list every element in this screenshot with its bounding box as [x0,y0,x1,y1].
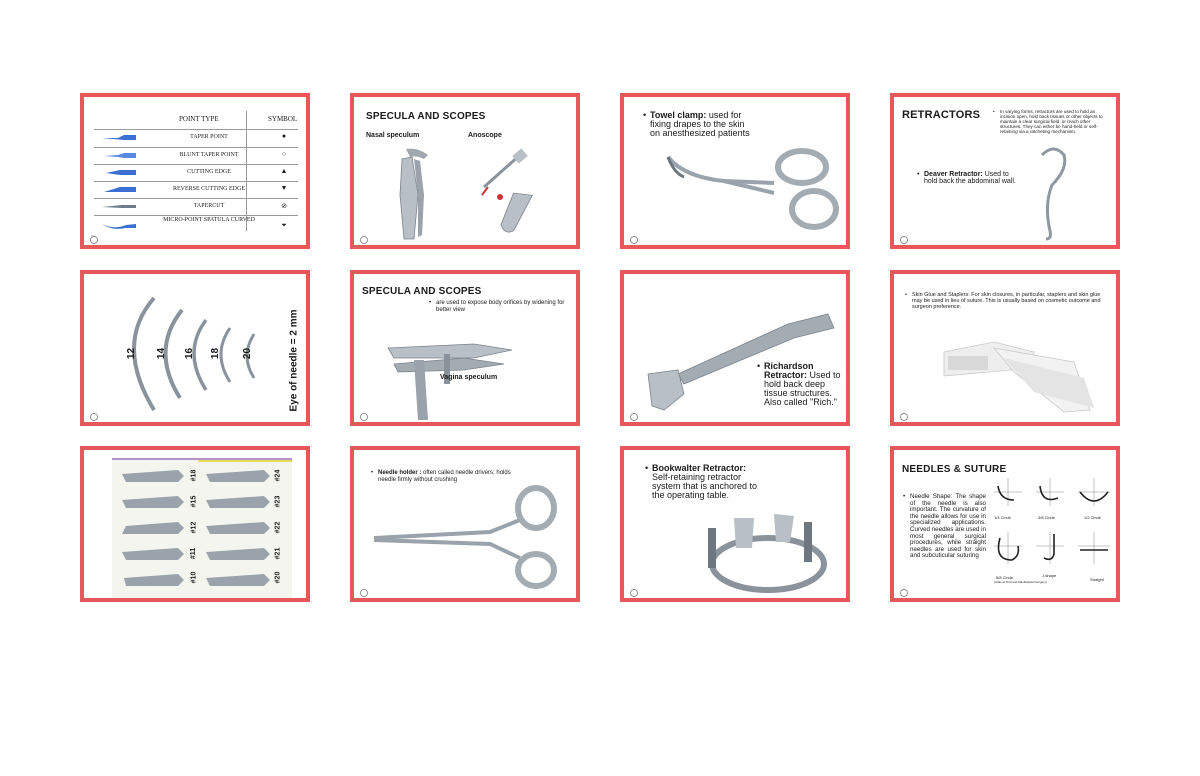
needle-point-icon [100,152,138,159]
blade-label: #22 [274,521,282,534]
slide-point-type[interactable] [80,93,310,249]
shape-label: 1/2 Circle [1084,515,1101,520]
table-row: CUTTING EDGE ▲ [94,164,298,180]
scalpel-blades-image [118,464,286,592]
specula-bullet: • are used to expose body orifices by widening for better view [436,300,566,314]
needle-shapes-diagram [992,476,1112,586]
blade-label: #20 [274,571,282,584]
blade-label: #11 [190,547,198,560]
diagram-credit: (Atlas of Oral and Maxillofacial Surgery) [994,580,1047,584]
anoscope-label: Anoscope [468,132,502,139]
slide-needle-holder[interactable] [350,446,580,602]
brand-logo [358,408,370,418]
needle-holder-image [370,480,570,590]
shape-label: 3/8 Circle [1038,515,1055,520]
brand-logo [358,231,370,241]
needle-point-icon [100,203,138,210]
vagina-speculum-label: Vagina speculum [440,374,498,381]
point-type-header: POINT TYPE [179,115,219,123]
brand-logo [88,231,100,241]
svg-text:Cl: Cl [91,234,94,238]
shape-label: 1/4 Circle [994,515,1011,520]
brand-logo [628,231,640,241]
table-row: BLUNT TAPER POINT ○ [94,147,298,163]
nasal-speculum-image [384,145,434,241]
bookwalter-retractor-image [694,508,834,596]
needle-size-label: 20 [242,347,254,360]
slide-title: SPECULA AND SCOPES [366,111,486,122]
needle-point-icon [100,134,138,141]
slide-title: SPECULA AND SCOPES [362,286,482,297]
shape-label: 5/8 Circle [996,575,1013,580]
slide-needles-suture[interactable] [890,446,1120,602]
slide-title: NEEDLES & SUTURE [902,464,1007,475]
slide-scalpel-blades[interactable] [80,446,310,602]
slide-skin-glue-staplers[interactable] [890,270,1120,426]
slide-towel-clamp[interactable] [620,93,850,249]
needle-size-label: 18 [210,347,222,360]
slide-richardson-retractor[interactable] [620,270,850,426]
towel-clamp-text: • Towel clamp: used for fixing drapes to the skin on anesthesized patients [650,111,750,138]
brand-logo [898,231,910,241]
shape-label: Straight [1090,577,1104,582]
table-row: REVERSE CUTTING EDGE ▼ [94,181,298,197]
needle-point-icon [100,186,138,193]
brand-logo [88,408,100,418]
brand-logo [898,584,910,594]
table-row: TAPERCUT ⊘ [94,198,298,214]
slide-needle-sizes[interactable] [80,270,310,426]
slide-title: RETRACTORS [902,109,981,121]
blade-label: #12 [190,521,198,534]
table-row: TAPER POINT ● [94,129,298,145]
brand-logo [628,408,640,418]
needle-point-icon [100,222,138,229]
needle-holder-text: • Needle holder : often called needle drivers; holds needle firmly without crushing [378,470,518,484]
slide-bookwalter-retractor[interactable] [620,446,850,602]
skin-glue-text: • Skin Glue and Staplers: For skin closures, in particular, staplers and skin glue may be used in lieu of suture. This is usually based on cosmetic outcome and surgeon preference. [912,292,1110,310]
needle-size-label: 14 [156,347,168,360]
needle-shape-text: • Needle Shape: The shape of the needle is also important. The curvature of the needle allows for use in specialized applications. Curved needles are used in most general surgical procedures, while straight needles are used for skin and subcuticular suturing [910,494,986,560]
shape-label: J-shape [1042,573,1057,578]
blade-label: #24 [274,469,282,482]
slide-retractors[interactable] [890,93,1120,249]
blade-label: #23 [274,495,282,508]
blade-label: #10 [190,571,198,584]
blade-label: #15 [190,495,198,508]
vaginal-speculum-image [384,324,514,420]
slide-specula-scopes[interactable] [350,93,580,249]
eye-of-needle-caption: Eye of needle = 2 mm [288,309,300,412]
symbol-header: SYMBOL [268,115,298,123]
blade-label: #18 [190,469,198,482]
table-row: MICRO-POINT SPATULA CURVED ⏷ [94,215,298,236]
richardson-retractor-text: • Richardson Retractor: Used to hold back deep tissue structures. Also called "Rich." [764,362,842,407]
retractors-intro: • In varying forms, retractors are used to hold an incision open, hold back tissues or other objects to maintain a clear surgical field, or reach other structures. They can either be hand-held or self-retaining via a ratcheting mechanism. [1000,109,1110,134]
nasal-speculum-label: Nasal speculum [366,132,420,139]
brand-logo [898,408,910,418]
needle-point-icon [100,169,138,176]
anoscope-image [464,145,554,241]
deaver-retractor-text: • Deaver Retractor: Used to hold back the abdominal wall. [924,171,1020,185]
deaver-retractor-image [1034,145,1074,243]
towel-clamp-image [664,147,844,237]
needle-size-label: 12 [126,347,138,360]
brand-logo [628,584,640,594]
slide-vaginal-speculum[interactable] [350,270,580,426]
needle-size-label: 16 [184,347,196,360]
brand-logo [358,584,370,594]
bookwalter-retractor-text: • Bookwalter Retractor: Self-retaining retractor system that is anchored to the operating table. [652,464,762,500]
blade-label: #21 [274,547,282,560]
skin-stapler-image [934,322,1104,418]
